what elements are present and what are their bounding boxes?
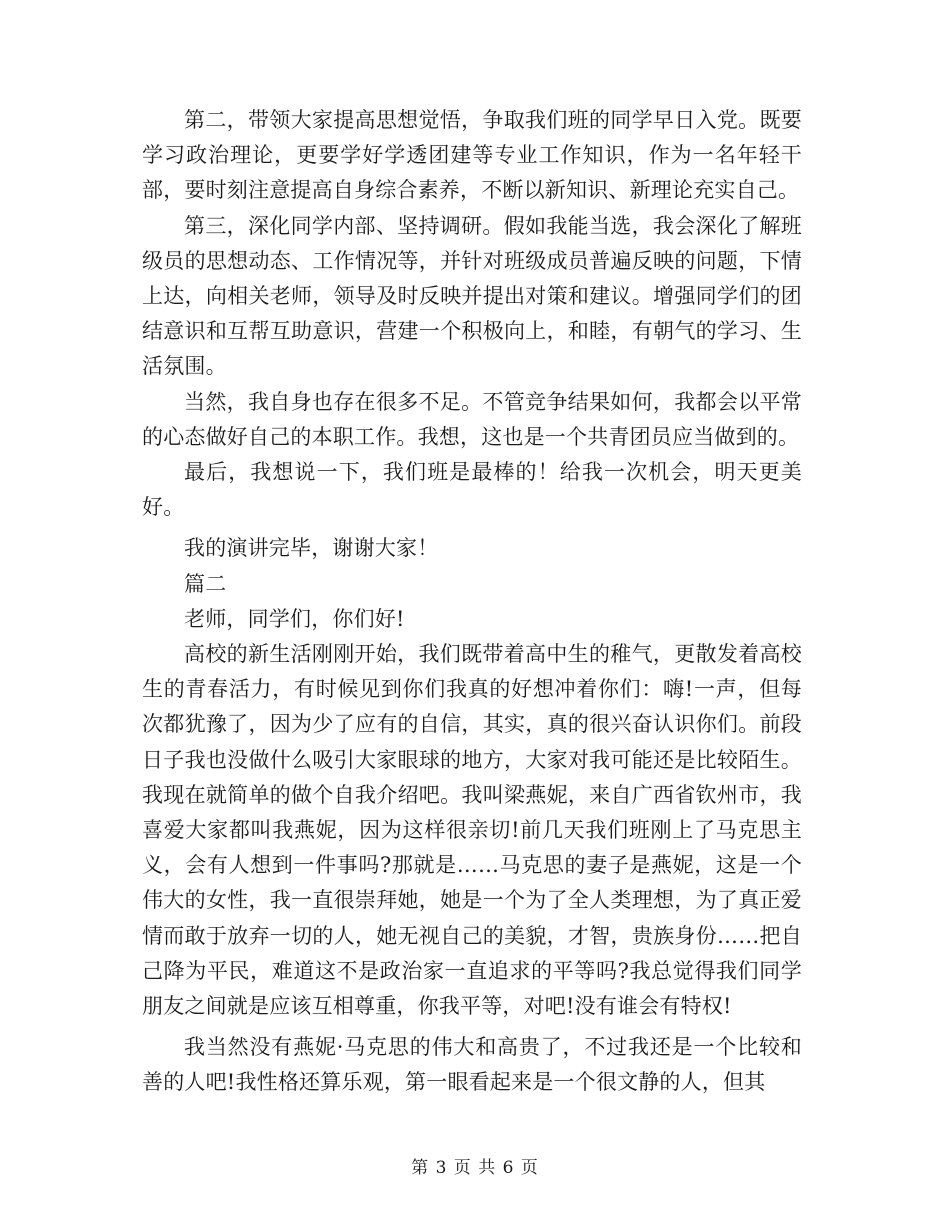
paragraph-closing: 最后，我想说一下，我们班是最棒的！给我一次机会，明天更美好。	[142, 460, 802, 520]
section-heading: 篇二	[184, 571, 227, 596]
paragraph-self-reflection: 当然，我自身也存在很多不足。不管竞争结果如何，我都会以平常的心态做好自己的本职工作。我想，这也是一个共青团员应当做到的。	[142, 389, 802, 449]
paragraph-2nd-point: 第二，带领大家提高思想觉悟，争取我们班的同学早日入党。既要学习政治理论，更要学好学透团建等专业工作知识，作为一名年轻干部，要时刻注意提高自身综合素养，不断以新知识、新理论充实自己。	[142, 108, 802, 203]
paragraph-greeting: 老师，同学们，你们好!	[184, 606, 405, 631]
paragraph-personality: 我当然没有燕妮·马克思的伟大和高贵了，不过我还是一个比较和善的人吧!我性格还算乐观，第一眼看起来是一个很文静的人，但其	[142, 1035, 802, 1095]
paragraph-introduction: 高校的新生活刚刚开始，我们既带着高中生的稚气，更散发着高校生的青春活力，有时候见到你们我真的好想冲着你们：嗨!一声，但每次都犹豫了，因为少了应有的自信，其实，真的很兴奋认识你们。前段日子我也没做什么吸引大家眼球的地方，大家对我可能还是比较陌生。我现在就简单的做个自我介绍吧。我叫梁燕妮，来自广西省钦州市，我喜爱大家都叫我燕妮，因为这样很亲切!前几天我们班刚上了马克思主义，会有人想到一件事吗?那就是……马克思的妻子是燕妮，这是一个伟大的女性，我一直很崇拜她，她是一个为了全人类理想，为了真正爱情而敢于放弃一切的人，她无视自己的美貌，才智，贵族身份……把自己降为平民，难道这不是政治家一直追求的平等吗?我总觉得我们同学朋友之间就是应该互相尊重，你我平等，对吧!没有谁会有特权!	[142, 642, 802, 1019]
page-number-footer: 第 3 页 共 6 页	[411, 1158, 539, 1178]
document-body	[142, 103, 802, 1101]
paragraph-thanks: 我的演讲完毕，谢谢大家！	[184, 536, 439, 561]
paragraph-3rd-point: 第三，深化同学内部、坚持调研。假如我能当选，我会深化了解班级员的思想动态、工作情况等，并针对班级成员普遍反映的问题，下情上达，向相关老师，领导及时反映并提出对策和建议。增强同学们的团结意识和互帮互助意识，营建一个积极向上，和睦，有朝气的学习、生活氛围。	[142, 213, 802, 379]
